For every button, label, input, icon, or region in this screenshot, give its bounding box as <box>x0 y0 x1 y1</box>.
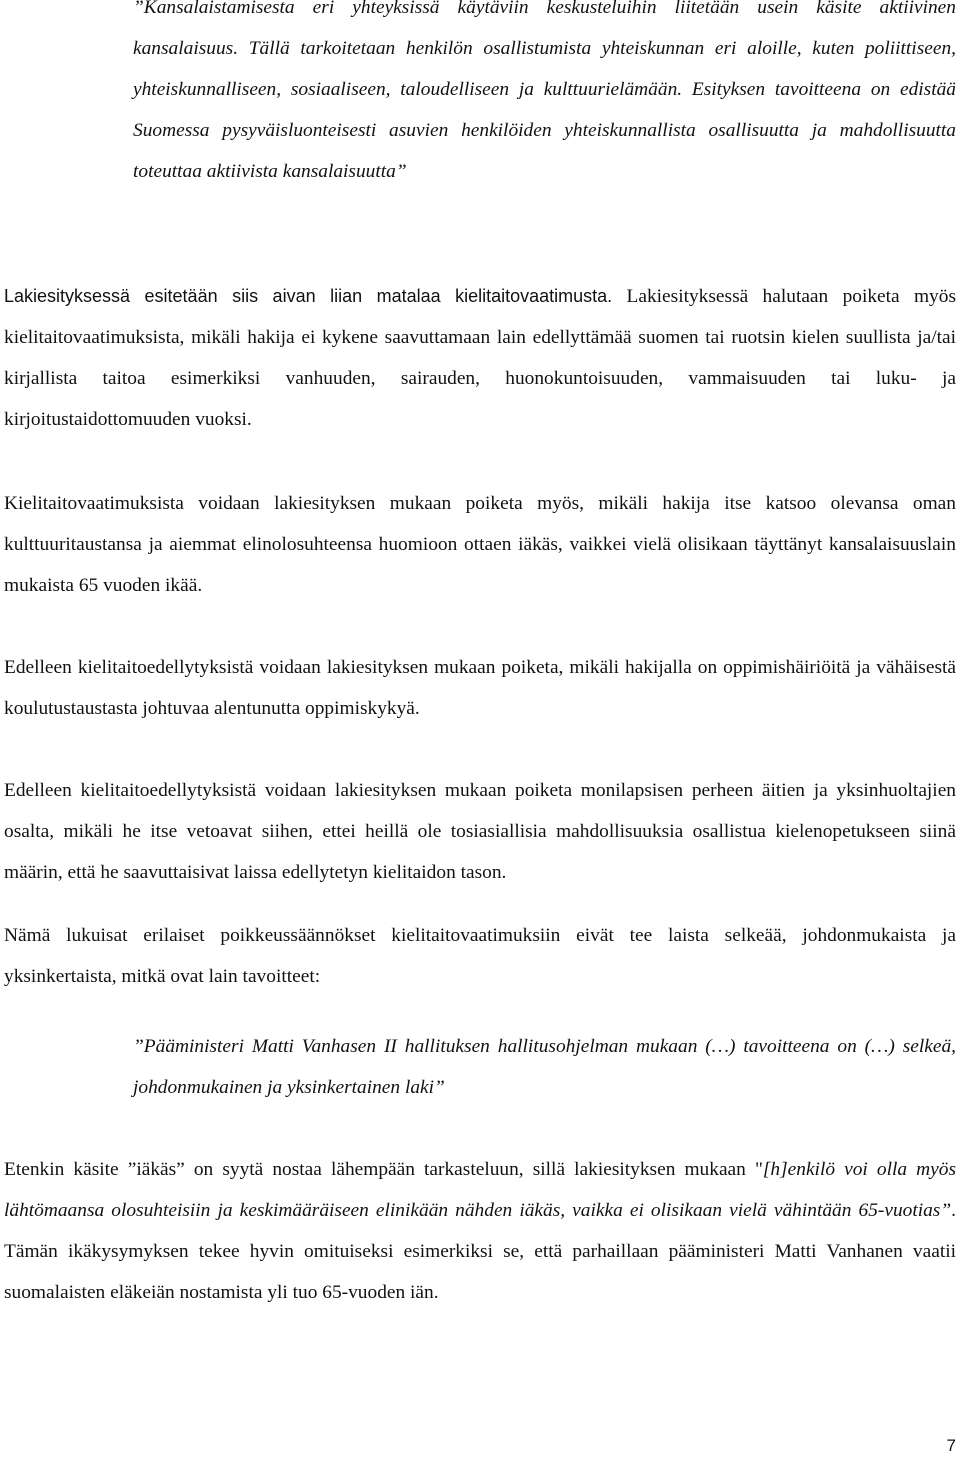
paragraph-lead: Etenkin käsite ”iäkäs” on syytä nostaa lähempään tarkasteluun, sillä lakiesityksen mukaan " <box>4 1159 763 1180</box>
paragraph-age-concept <box>4 1149 956 1313</box>
paragraph-lead-sans: Lakiesityksessä esitetään siis aivan liian matalaa kielitaitovaatimusta. <box>4 286 613 306</box>
quote-paragraph-2: ”Pääministeri Matti Vanhasen II hallituksen hallitusohjelman mukaan (…) tavoitteena on (…) selkeä, johdonmukainen ja yksinkertainen laki” <box>133 1036 956 1098</box>
quote-paragraph-1: ”Kansalaistamisesta eri yhteyksissä käytäviin keskusteluihin liitetään usein käsite aktiivinen kansalaisuus. Tällä tarkoitetaan henkilön osallistumista yhteiskunnan eri aloille, kuten poliittiseen, yhteiskunnalliseen, sosiaaliseen, taloudelliseen ja kulttuurielämään. Esityksen tavoitteena on edistää Suomessa pysyväisluonteisesti asuvien henkilöiden yhteiskunnallista osallisuutta ja mahdollisuutta toteuttaa aktiivista kansalaisuutta” <box>133 0 956 182</box>
paragraph-quoted-law: [h]enkilö voi olla myös lähtömaansa olosuhteisiin ja keskimääräiseen elinikään nähden iäkäs, vaikka ei olisikaan vielä vähintään 65-vuotias” <box>4 1159 956 1221</box>
page-number: 7 <box>946 1436 956 1455</box>
paragraph-language-requirement <box>4 276 956 440</box>
paragraph-tail: . Tämän ikäkysymyksen tekee hyvin omituiseksi esimerkiksi se, että parhaillaan pääministeri Matti Vanhanen vaatii suomalaisten eläkeiän nostamista yli tuo 65-vuoden iän. <box>4 1200 956 1303</box>
paragraph-exception-elderly: Kielitaitovaatimuksista voidaan lakiesityksen mukaan poiketa myös, mikäli hakija itse katsoo olevansa oman kulttuuritaustansa ja aiemmat elinolosuhteensa huomioon ottaen iäkäs, vaikkei vielä olisikaan täyttänyt kansalaisuuslain mukaista 65 vuoden ikää. <box>4 493 956 596</box>
paragraph-exception-learning: Edelleen kielitaitoedellytyksistä voidaan lakiesityksen mukaan poiketa, mikäli hakijalla on oppimishäiriöitä ja vähäisestä koulutustaustasta johtuvaa alentunutta oppimiskykyä. <box>4 657 956 719</box>
paragraph-exception-mothers: Edelleen kielitaitoedellytyksistä voidaan lakiesityksen mukaan poiketa monilapsisen perheen äitien ja yksinhuoltajien osalta, mikäli he itse vetoavat siihen, ettei heillä ole tosiasiallisia mahdollisuuksia osallistua kielenopetukseen siinä määrin, että he saavuttaisivat laissa edellytetyn kielitaidon tason. <box>4 780 956 883</box>
paragraph-exceptions-summary: Nämä lukuisat erilaiset poikkeussäännökset kielitaitovaatimuksiin eivät tee laista selkeää, johdonmukaista ja yksinkertaista, mitkä ovat lain tavoitteet: <box>4 925 956 987</box>
paragraph-body: Lakiesityksessä halutaan poiketa myös kielitaitovaatimuksista, mikäli hakija ei kykene saavuttamaan lain edellyttämää suomen tai ruotsin kielen suullista ja/tai kirjallista taitoa esimerkiksi vanhuuden, sairauden, huonokuntoisuuden, vammaisuuden tai luku- ja kirjoitustaidottomuuden vuoksi. <box>4 286 956 430</box>
